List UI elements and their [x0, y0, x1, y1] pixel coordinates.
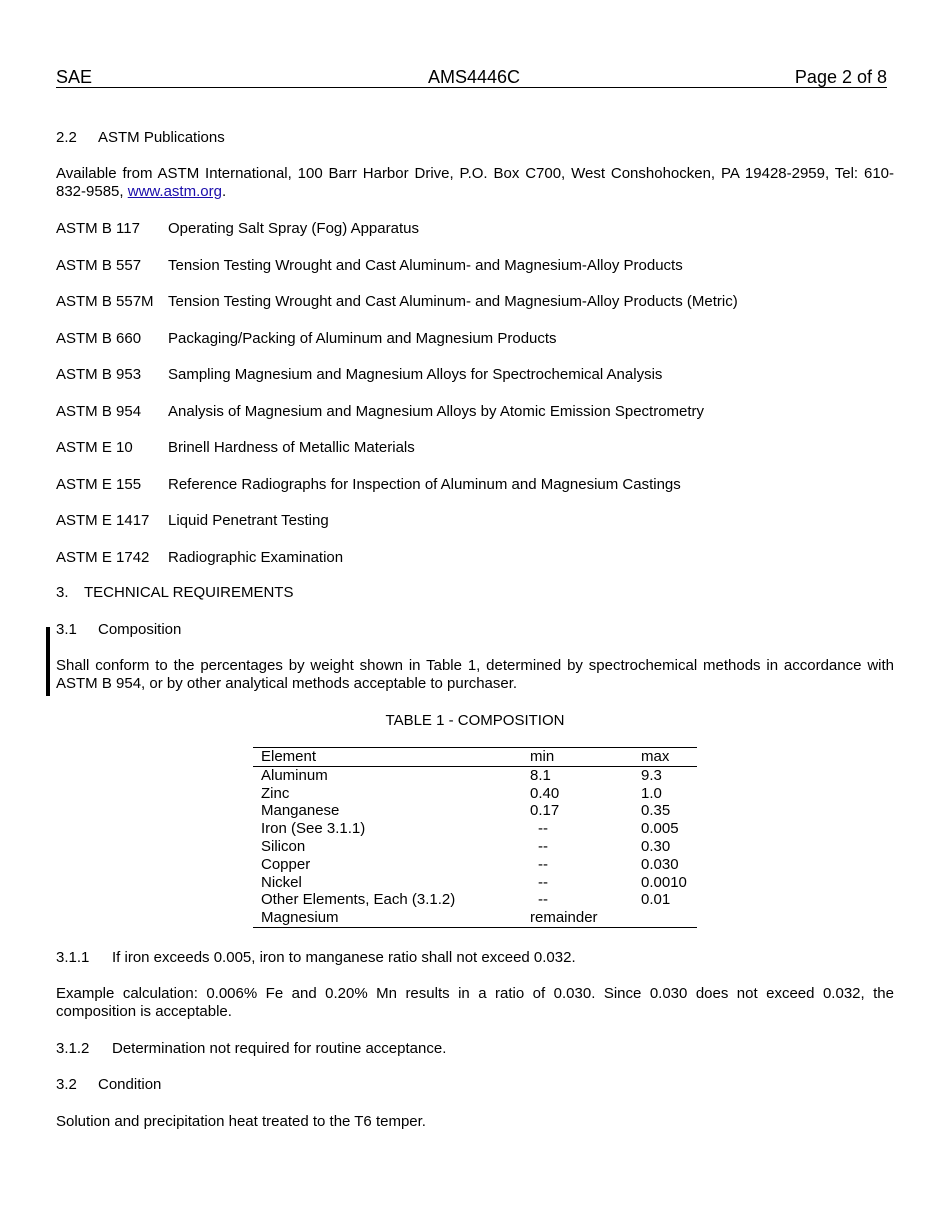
- cell-max: 9.3: [641, 766, 662, 784]
- cell-max: 0.030: [641, 855, 679, 873]
- header-org: SAE: [56, 67, 93, 87]
- section-text: Determination not required for routine acceptance.: [112, 1040, 447, 1057]
- condition-paragraph: Solution and precipitation heat treated to the T6 temper.: [56, 1113, 426, 1130]
- header-doc-number: AMS4446C: [428, 67, 521, 87]
- reference-title: Tension Testing Wrought and Cast Aluminum- and Magnesium-Alloy Products (Metric): [168, 293, 738, 310]
- composition-paragraph: Shall conform to the percentages by weight shown in Table 1, determined by spectrochemical methods in accordance with ASTM B 954, or by other analytical methods acceptable to purchaser.: [56, 657, 894, 692]
- table-row: [253, 785, 697, 803]
- table-row: [253, 820, 697, 838]
- cell-max: 1.0: [641, 784, 662, 802]
- cell-element: Iron (See 3.1.1): [261, 820, 366, 838]
- cell-element: Nickel: [261, 873, 302, 891]
- availability-end: .: [221, 183, 227, 200]
- cell-max: 0.30: [641, 837, 671, 855]
- astm-reference-item: [56, 220, 894, 238]
- cell-element: Zinc: [261, 784, 290, 802]
- cell-min: --: [538, 891, 548, 909]
- column-header-element: Element: [261, 748, 317, 765]
- astm-reference-item: [56, 403, 894, 421]
- reference-code: ASTM B 954: [56, 402, 142, 420]
- reference-title: Packaging/Packing of Aluminum and Magnesium Products: [168, 329, 557, 347]
- cell-max: 0.35: [641, 802, 671, 820]
- table-header-row: [253, 748, 697, 767]
- reference-title: Operating Salt Spray (Fog) Apparatus: [168, 220, 419, 237]
- example-calculation-paragraph: Example calculation: 0.006% Fe and 0.20% Mn results in a ratio of 0.030. Since 0.030 does not exceed 0.032, the composition is acceptable.: [56, 985, 894, 1020]
- astm-availability-paragraph: [56, 165, 894, 201]
- cell-max: 0.005: [641, 820, 679, 838]
- cell-max: 0.0010: [641, 873, 687, 891]
- cell-min: 0.17: [530, 802, 560, 820]
- column-header-max: max: [641, 748, 670, 765]
- astm-reference-item: [56, 330, 894, 348]
- section-3-1-2: [56, 1040, 894, 1058]
- table-title: TABLE 1 - COMPOSITION: [385, 712, 565, 729]
- table-row: [253, 891, 697, 909]
- table-row: [253, 909, 697, 927]
- cell-min: --: [538, 837, 548, 855]
- section-text: If iron exceeds 0.005, iron to manganese ratio shall not exceed 0.032.: [112, 949, 576, 966]
- section-number: 3.1.2: [56, 1040, 90, 1057]
- section-title: TECHNICAL REQUIREMENTS: [84, 584, 294, 601]
- section-title: Composition: [98, 621, 182, 638]
- astm-reference-item: [56, 476, 894, 494]
- reference-title: Brinell Hardness of Metallic Materials: [168, 439, 415, 456]
- astm-reference-item: [56, 439, 894, 457]
- astm-reference-item: [56, 293, 894, 311]
- section-2-2-heading: [56, 129, 894, 147]
- cell-element: Manganese: [261, 802, 340, 820]
- reference-code: ASTM E 155: [56, 475, 142, 493]
- reference-code: ASTM B 557M: [56, 293, 154, 310]
- table-row: [253, 874, 697, 892]
- availability-text: Available from ASTM International, 100 Barr Harbor Drive, P.O. Box C700, West Conshohocken, PA 19428-2959, Tel: 610-832-9585,: [56, 165, 894, 200]
- astm-reference-item: [56, 257, 894, 275]
- cell-min: 0.40: [530, 784, 560, 802]
- section-3-1-1: [56, 949, 894, 967]
- column-header-min: min: [530, 748, 555, 765]
- cell-element: Silicon: [261, 837, 306, 855]
- cell-min: --: [538, 855, 548, 873]
- section-title: Condition: [98, 1076, 162, 1093]
- cell-element: Aluminum: [261, 766, 328, 784]
- section-number: 3.2: [56, 1076, 77, 1093]
- astm-website-link[interactable]: www.astm.org: [127, 183, 222, 200]
- section-3-2-heading: [56, 1076, 894, 1094]
- reference-code: ASTM E 10: [56, 439, 133, 456]
- reference-code: ASTM E 1417: [56, 512, 150, 529]
- table-row: [253, 838, 697, 856]
- reference-code: ASTM E 1742: [56, 548, 150, 566]
- reference-title: Sampling Magnesium and Magnesium Alloys for Spectrochemical Analysis: [168, 366, 663, 383]
- cell-min: remainder: [530, 909, 598, 927]
- table-row: [253, 802, 697, 820]
- astm-reference-item: [56, 366, 894, 384]
- cell-min: 8.1: [530, 766, 551, 784]
- cell-element: Magnesium: [261, 909, 339, 927]
- cell-min: --: [538, 873, 548, 891]
- reference-title: Analysis of Magnesium and Magnesium Alloys by Atomic Emission Spectrometry: [168, 402, 705, 420]
- reference-code: ASTM B 557: [56, 256, 142, 274]
- astm-reference-item: [56, 549, 894, 567]
- reference-title: Radiographic Examination: [168, 548, 344, 566]
- cell-max: [641, 909, 697, 927]
- reference-code: ASTM B 953: [56, 366, 142, 383]
- reference-title: Tension Testing Wrought and Cast Aluminum- and Magnesium-Alloy Products: [168, 256, 683, 274]
- section-number: 3.: [56, 584, 69, 601]
- section-3-1-heading: [56, 621, 894, 639]
- header-page-number: Page 2 of 8: [794, 67, 887, 87]
- cell-element: Copper: [261, 855, 311, 873]
- section-3-heading: [56, 584, 894, 602]
- cell-element: Other Elements, Each (3.1.2): [261, 891, 456, 909]
- reference-code: ASTM B 660: [56, 329, 142, 347]
- reference-title: Reference Radiographs for Inspection of Aluminum and Magnesium Castings: [168, 475, 681, 493]
- astm-reference-item: [56, 512, 894, 530]
- section-number: 3.1: [56, 621, 77, 638]
- revision-change-bar: [46, 627, 50, 696]
- section-number: 2.2: [56, 129, 77, 146]
- page-header: [56, 66, 887, 88]
- table-row: [253, 856, 697, 874]
- cell-min: --: [538, 820, 548, 838]
- section-title: ASTM Publications: [98, 129, 225, 146]
- cell-max: 0.01: [641, 891, 671, 909]
- reference-code: ASTM B 117: [56, 220, 140, 237]
- composition-table: [253, 747, 697, 928]
- table-row: [253, 766, 697, 784]
- reference-title: Liquid Penetrant Testing: [168, 512, 329, 529]
- section-number: 3.1.1: [56, 949, 90, 966]
